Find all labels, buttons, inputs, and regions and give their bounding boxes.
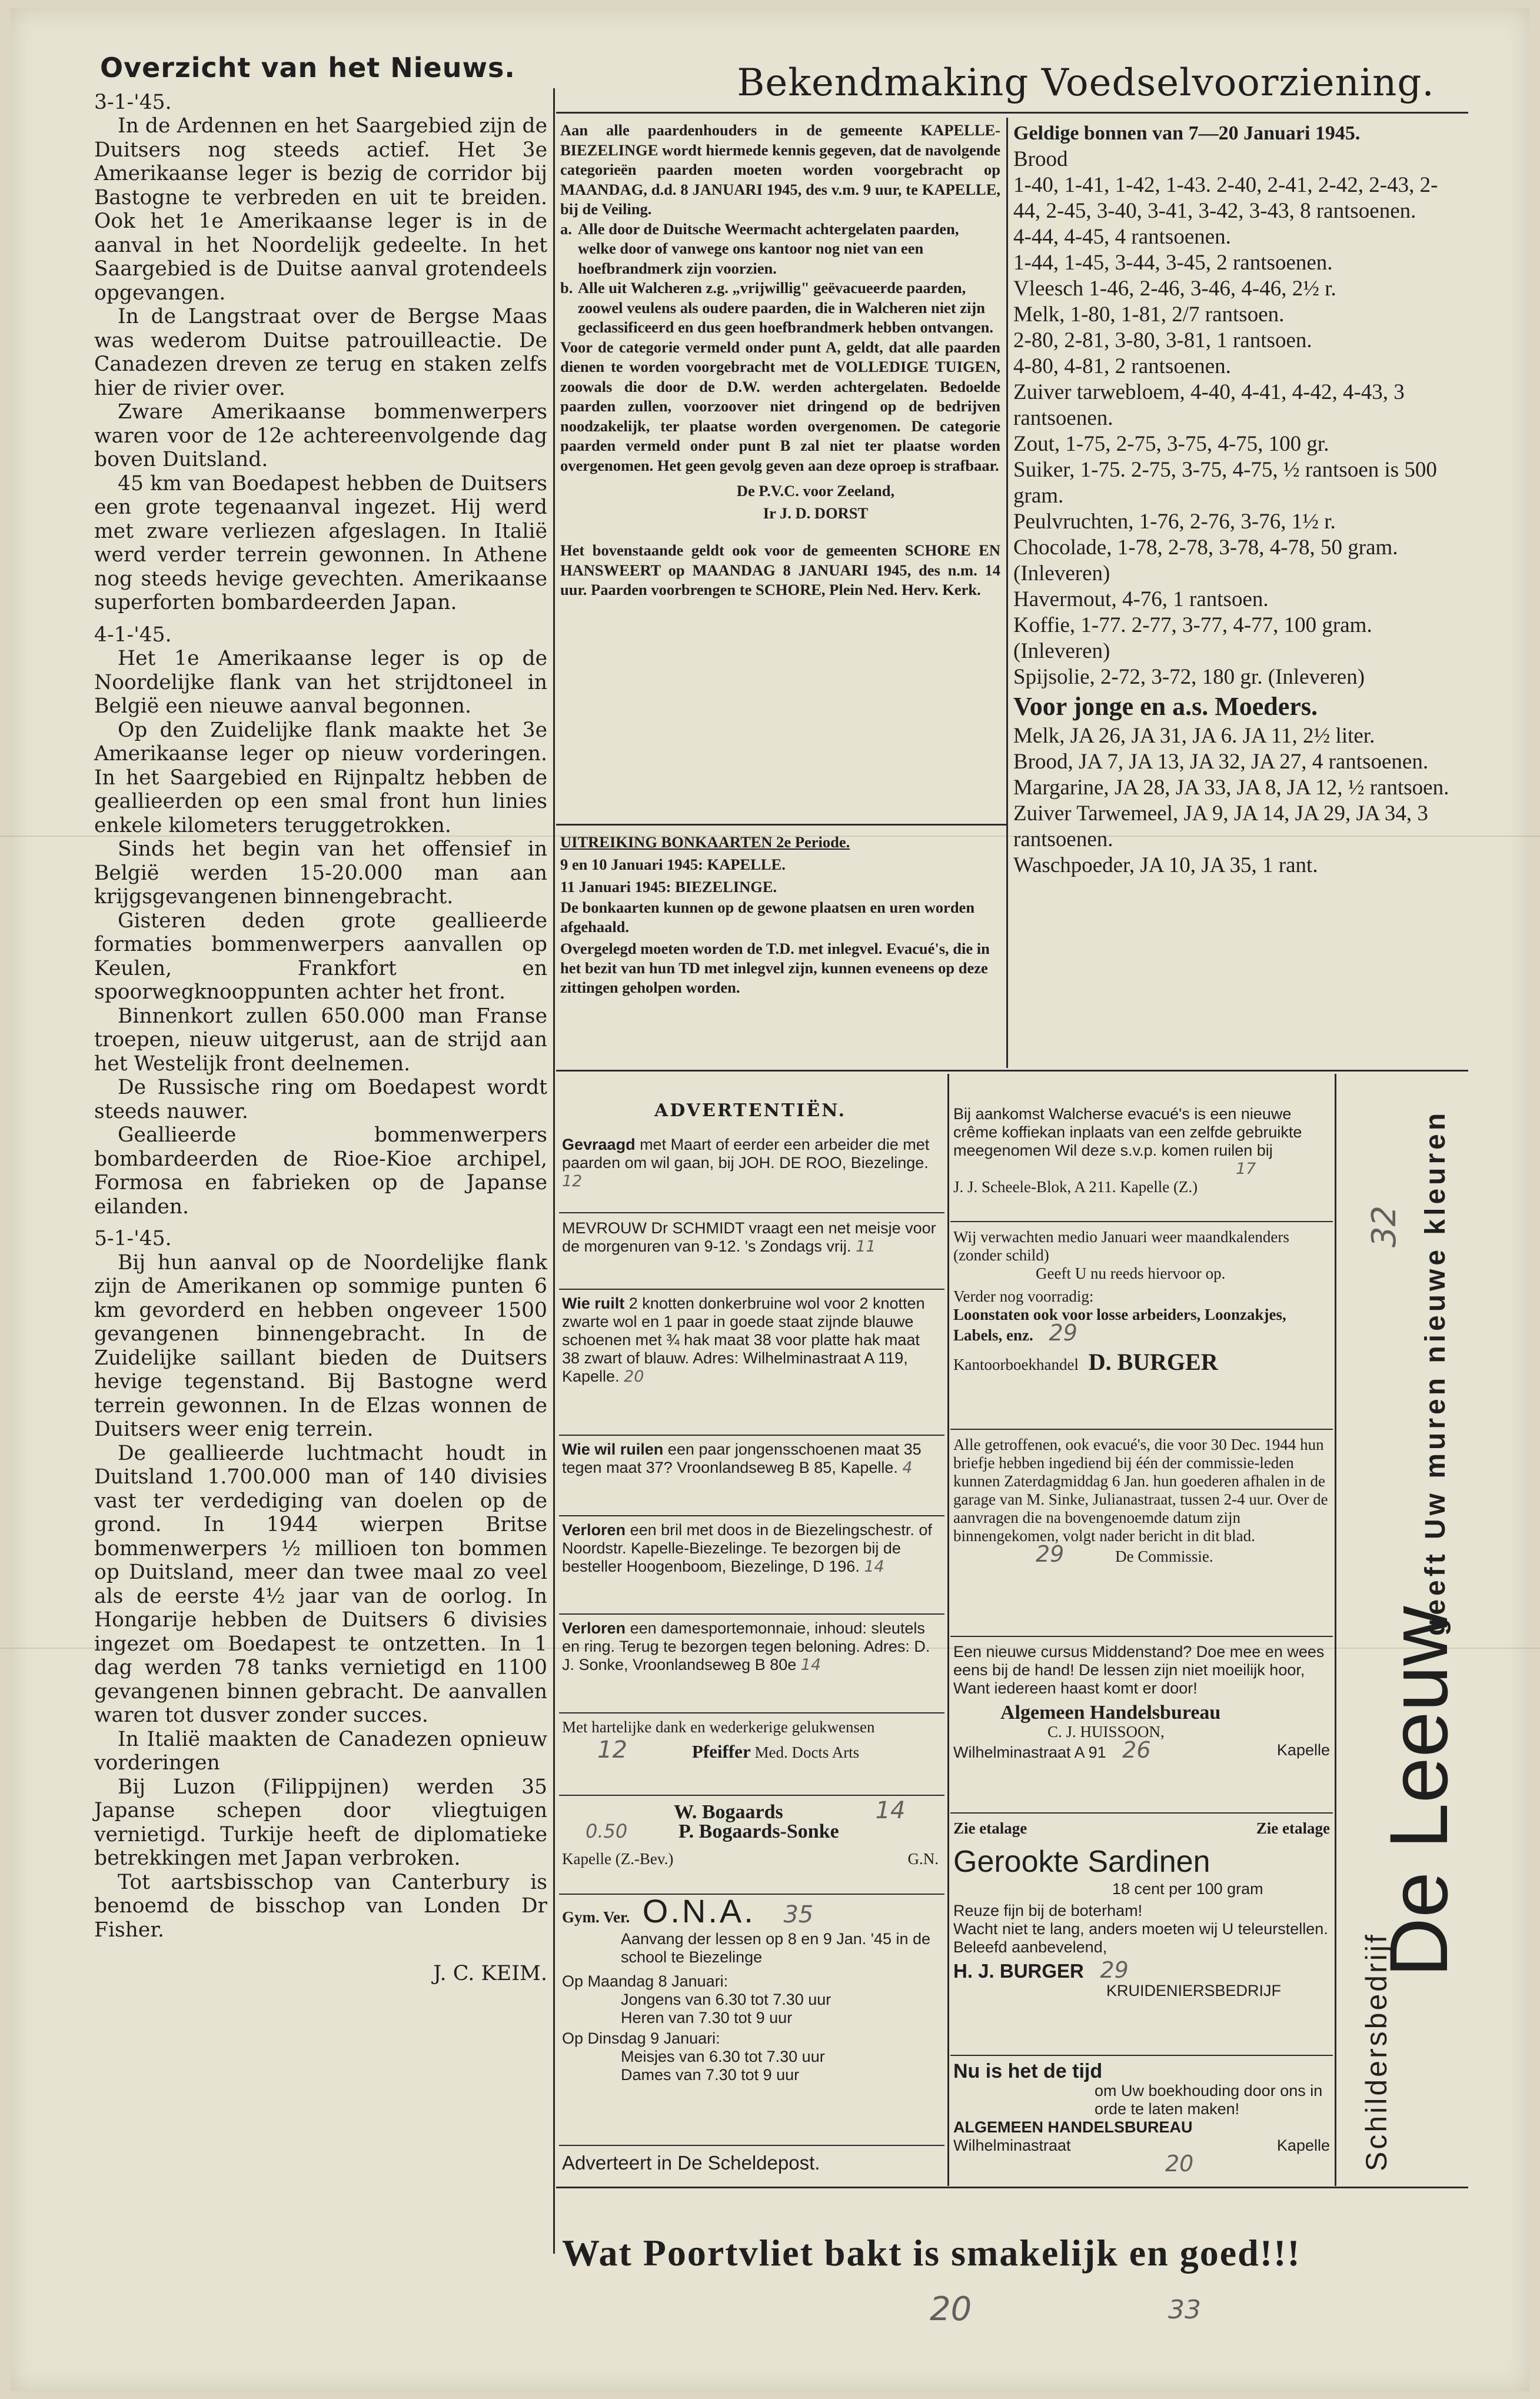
valid-coupons-list	[1013, 121, 1461, 879]
ad-boekhouding: Nu is het de tijd om Uw boekhouding door ons in orde te laten maken! ALGEMEEN HANDELSBUREAU Wilhelminastraat Kapelle 20	[953, 2060, 1330, 2177]
news-paragraph: Bij Luzon (Filippijnen) werden 35 Japanse schepen door vliegtuigen vernietigd. Turkije heeft de diplomatieke betrekkingen met Japan verbroken.	[94, 1775, 547, 1870]
coupon-line: Waschpoeder, JA 10, JA 35, 1 rant.	[1013, 853, 1318, 877]
ration-card-line: 11 Januari 1945: BIEZELINGE.	[560, 878, 777, 896]
news-paragraph: 45 km van Boedapest hebben de Duitsers een grote tegenaanval ingezet. Hij werd met zware verliezen afgeslagen. In Italië werd verder terrein gewonnen. In Athene nog steeds hevige gevechten. Amerikaanse superforten bombardeerden Japan.	[94, 471, 547, 614]
column-rule	[1006, 118, 1008, 1068]
horses-notice	[560, 121, 1000, 600]
coupon-line: Havermout, 4-76, 1 rantsoen.	[1013, 587, 1269, 611]
news-paragraph: Gisteren deden grote geallieerde formaties bommenwerpers aanvallen op Keulen, Frankfort en spoorwegknooppunten achter het front.	[94, 909, 547, 1004]
pencil-number: 32	[1365, 1205, 1403, 1247]
coupon-line: 2-80, 2-81, 3-80, 3-81, 1 rantsoen.	[1013, 328, 1312, 352]
news-paragraph: Op den Zuidelijke flank maakte het 3e Amerikaanse leger op nieuw vorderingen. In het Saargebied en Rijnpaltz hebben de geallieerden op een smal front hun linies enkele kilometers teruggetrokken.	[94, 718, 547, 837]
coupon-line: Peulvruchten, 1-76, 2-76, 3-76, 1½ r.	[1013, 510, 1336, 534]
ad-verloren-bril: Verloren een bril met doos in de Biezelingschestr. of Noordstr. Kapelle-Biezelinge. Te bezorgen bij de besteller Hoogenboom, Biezelinge, D 196. 14	[562, 1521, 932, 1576]
news-paragraph: Geallieerde bommenwerpers bombardeerden de Rioe-Kioe archipel, Formosa en fabrieken op de Japanse eilanden.	[94, 1123, 547, 1219]
ads-heading: ADVERTENTIËN.	[654, 1100, 847, 1121]
notice-signature-org: De P.V.C. voor Zeeland,	[736, 482, 895, 500]
coupon-line: Vleesch 1-46, 2-46, 3-46, 4-46, 2½ r.	[1013, 277, 1336, 301]
poortvliet-slogan: Wat Poortvliet bakt is smakelijk en goed!!!	[562, 2232, 1301, 2274]
coupons-heading: Geldige bonnen van 7—20 Januari 1945.	[1013, 122, 1361, 144]
notice-extra: Het bovenstaande geldt ook voor de gemeenten SCHORE EN HANSWEERT op MAANDAG 8 JANUARI 1945, des n.m. 14 uur. Paarden voorbrengen te SCHORE, Plein Ned. Herv. Kerk.	[560, 541, 1000, 598]
notice-body: Voor de categorie vermeld onder punt A, geldt, dat alle paarden dienen te worden voorgebracht met de VOLLEDIGE TUIGEN, zoowals die door de D.W. werden achtergelaten. Bedoelde paarden zullen, voorzoover niet dringend op de bedrijven noodzakelijk, ter plaatse worden overgenomen. De categorie paarden vermeld onder punt B zal niet ter plaatse worden overgenomen. Het geen gevolg geven aan deze oproep is strafbaar.	[560, 338, 1000, 474]
news-paragraph: Zware Amerikaanse bommenwerpers waren voor de 12e achtereenvolgende dag boven Duitsland.	[94, 400, 547, 471]
pencil-mark: 33	[1168, 2295, 1201, 2325]
ad-gym-ona: Gym. Ver. O.N.A. 35 Aanvang der lessen op 8 en 9 Jan. '45 in de school te Biezelinge Op Maandag 8 Januari: Jongens van 6.30 tot 7.30 uur Heren van 7.30 tot 9 uur Op Dinsdag 9 Januari: Meisjes van 6.30 tot 7.30 uur Dames van 7.30 tot 9 uur	[562, 1892, 931, 2084]
news-paragraph: In Italië maakten de Canadezen opnieuw vorderingen	[94, 1727, 547, 1775]
section-rule	[556, 1070, 1468, 1072]
news-heading: Overzicht van het Nieuws.	[100, 52, 515, 84]
ad-burger-kalenders: Wij verwachten medio Januari weer maandkalenders (zonder schild) Geeft U nu reeds hiervoor op. Verder nog voorradig: Loonstaten ook voor losse arbeiders, Loonzakjes, Labels, enz. 29 Kantoorboekhandel D. BURGER	[953, 1228, 1289, 1375]
news-paragraph: Binnenkort zullen 650.000 man Franse troepen, nieuw uitgerust, aan de strijd aan het Westelijk front deelnemen.	[94, 1004, 547, 1076]
news-overview-column	[94, 52, 547, 1986]
news-date: 5-1-'45.	[94, 1227, 172, 1250]
ad-pfeiffer: Met hartelijke dank en wederkerige gelukwensen 12 Pfeiffer Med. Docts Arts	[562, 1718, 875, 1764]
news-paragraph: Het 1e Amerikaanse leger is op de Noordelijke flank van het strijdtoneel in België een nieuwe aanval begonnen.	[94, 647, 547, 718]
news-paragraph: Bij hun aanval op de Noordelijke flank zijn de Amerikanen op sommige punten 6 km gevorderd en hebben ongeveer 1500 gevangenen binnengebracht. In de Zuidelijke saillant bieden de Duitsers hevige tegenstand. Bij Bastogne werd terrein gewonnen. In de Elzas wonnen de Duitsers weer enig terrein.	[94, 1250, 547, 1441]
coupon-line: 1-44, 1-45, 3-44, 3-45, 2 rantsoenen.	[1013, 251, 1333, 275]
news-paragraph: Tot aartsbisschop van Canterbury is benoemd de bisschop van Londen Dr Fisher.	[94, 1870, 547, 1942]
news-date: 4-1-'45.	[94, 623, 172, 647]
column-rule	[947, 1074, 949, 2186]
coupon-line: Chocolade, 1-78, 2-78, 3-78, 4-78, 50 gram. (Inleveren)	[1013, 535, 1398, 585]
ad-wie-ruilt: Wie ruilt 2 knotten donkerbruine wol voor 2 knotten zwarte wol en 1 paar in goede staat zijnde blauwe schoenen met ¾ hak maat 38 voor platte hak maat 38 zwart of blauw. Adres: Wilhelminastraat A 119, Kapelle. 20	[562, 1295, 925, 1386]
ration-card-title: UITREIKING BONKAARTEN 2e Periode.	[560, 833, 850, 851]
coupon-line: 4-80, 4-81, 2 rantsoenen.	[1013, 354, 1231, 378]
news-paragraph: In de Langstraat over de Bergse Maas was wederom Duitse patrouilleactie. De Canadezen dreven ze terug en staken zelfs hier de rivier over.	[94, 305, 547, 400]
ration-card-line: 9 en 10 Januari 1945: KAPELLE.	[560, 856, 786, 873]
ad-gerookte-sardinen: Zie etalage Zie etalage Gerookte Sardinen 18 cent per 100 gram Reuze fijn bij de boterham! Wacht niet te lang, anders moeten wij U teleurstellen. Beleefd aanbevelend, H. J. BURGER 29 KRUIDENIERSBEDRIJF	[953, 1819, 1330, 1999]
ad-verloren-portemonnaie: Verloren een damesportemonnaie, inhoud: sleutels en ring. Terug te bezorgen tegen beloning. Adres: D. J. Sonke, Vroonlandseweg B 80e 14	[562, 1619, 930, 1674]
coupon-line: Koffie, 1-77. 2-77, 3-77, 4-77, 100 gram. (Inleveren)	[1013, 613, 1372, 663]
news-paragraph: In de Ardennen en het Saargebied zijn de Duitsers nog steeds actief. Het 3e Amerikaanse leger is bezig de corridor bij Bastogne te verbreden en uit te breiden. Ook het 1e Amerikaanse leger is in de aanval in het Noordelijk gedeelte. In het Saargebied is de Duitse aanval grotendeels opgevangen.	[94, 114, 547, 305]
notice-signature-name: Ir J. D. DORST	[763, 504, 869, 522]
coupon-line: Suiker, 1-75. 2-75, 3-75, 4-75, ½ rantsoen is 500 gram.	[1013, 458, 1437, 508]
ad-gevraagd: Gevraagd met Maart of eerder een arbeider die met paarden om wil gaan, bij JOH. DE ROO, Biezelinge. 12	[562, 1136, 930, 1190]
ad-adverteert: Adverteert in De Scheldepost.	[562, 2152, 820, 2174]
pencil-mark: 20	[930, 2290, 972, 2328]
ration-card-line: Overgelegd moeten worden de T.D. met inlegvel. Evacué's, die in het bezit van hun TD met inlegvel zijn, kunnen eveneens op deze zittingen geholpen worden.	[560, 940, 990, 996]
column-rule	[1335, 1074, 1336, 2186]
ration-card-line: De bonkaarten kunnen op de gewone plaatsen en uren worden afgehaald.	[560, 899, 975, 936]
news-paragraph: Sinds het begin van het offensief in België werden 15-20.000 man aan krijgsgevangenen binnengebracht.	[94, 837, 547, 909]
header-rule	[556, 112, 1468, 114]
mothers-heading: Voor jonge en a.s. Moeders.	[1013, 692, 1318, 721]
coupon-line: Brood	[1013, 147, 1068, 171]
de-leeuw-subtitle: Schildersbedrijf	[1360, 1932, 1393, 2171]
news-paragraph: De Russische ring om Boedapest wordt steeds nauwer.	[94, 1076, 547, 1123]
notice-item: b. Alle uit Walcheren z.g. „vrijwillig" geëvacueerde paarden, zoowel veulens als oudere paarden, die in Walcheren niet zijn geclassificeerd en dus geen hoefbrandmerk hebben ontvangen.	[560, 279, 993, 336]
ad-bogaards: W. Bogaards 14 0.50 P. Bogaards-Sonke Kapelle (Z.-Bev.) G.N.	[562, 1797, 939, 1868]
section-rule	[556, 2187, 1468, 2188]
ration-card-notice	[560, 831, 1000, 997]
coupon-line: Melk, 1-80, 1-81, 2/7 rantsoen.	[1013, 302, 1285, 327]
ad-cursus-middenstand: Een nieuwe cursus Middenstand? Doe mee en wees eens bij de hand! De lessen zijn niet moeilijk hoor, Want iedereen haast komt er door! Algemeen Handelsbureau C. J. HUISSOON, Wilhelminastraat A 91 26 Kapelle	[953, 1643, 1330, 1763]
coupon-line: Brood, JA 7, JA 13, JA 32, JA 27, 4 rantsoenen.	[1013, 750, 1429, 774]
coupon-line: Melk, JA 26, JA 31, JA 6. JA 11, 2½ liter.	[1013, 724, 1375, 748]
coupon-line: Zuiver tarwebloem, 4-40, 4-41, 4-42, 4-43, 3 rantsoenen.	[1013, 380, 1405, 430]
ad-de-leeuw	[1348, 1100, 1465, 2177]
ad-schmidt: MEVROUW Dr SCHMIDT vraagt een net meisje voor de morgenuren van 9-12. 's Zondags vrij. 11	[562, 1219, 936, 1256]
coupon-line: Zuiver Tarwemeel, JA 9, JA 14, JA 29, JA 34, 3 rantsoenen.	[1013, 801, 1428, 851]
news-signature: J. C. KEIM.	[433, 1962, 547, 1985]
coupon-line: 1-40, 1-41, 1-42, 1-43. 2-40, 2-41, 2-42, 2-43, 2-44, 2-45, 3-40, 3-41, 3-42, 3-43, 8 rantsoenen.	[1013, 173, 1438, 223]
coupon-line: Margarine, JA 28, JA 33, JA 8, JA 12, ½ rantsoen.	[1013, 776, 1449, 800]
ad-koffiekan: Bij aankomst Walcherse evacué's is een nieuwe crême koffiekan inplaats van een zelfde gebruikte meegenomen Wil deze s.v.p. komen ruilen bij 17 J. J. Scheele-Blok, A 211. Kapelle (Z.)	[953, 1105, 1302, 1196]
coupon-line: 4-44, 4-45, 4 rantsoenen.	[1013, 225, 1231, 249]
ad-commissie: Alle getroffenen, ook evacué's, die voor 30 Dec. 1944 hun briefje hebben ingediend bij één der commissie-leden kunnen Zaterdagmiddag 6 Jan. hun goederen afhalen in de garage van M. Sinke, Julianastraat, tussen 2-4 uur. Over de aanvragen die na bovengenoemde datum zijn binnengekomen, volgt nader bericht in dit blad. 29 De Commissie.	[953, 1436, 1328, 1567]
news-paragraph: De geallieerde luchtmacht houdt in Duitsland 1.700.000 man of 140 divisies vast ter verdediging van doelen op de grond. In 1944 wierpen Britse bommenwerpers ½ millioen ton bommen op Duitsland, meer dan twee maal zo veel als de eerste 4½ jaar van de oorlog. In Hongarije hebben de Duitsers 6 divisies ingezet om Boedapest te ontzetten. In 1 dag werden 78 tanks vernietigd en 1100 gevangenen binnen gebracht. De aanvallen waren tot dusver zonder succes.	[94, 1441, 547, 1727]
de-leeuw-name: De Leeuw	[1372, 1606, 1465, 1977]
news-date: 3-1-'45.	[94, 90, 172, 114]
page-title: Bekendmaking Voedselvoorziening.	[737, 61, 1435, 105]
column-rule	[553, 88, 555, 2254]
section-rule	[556, 824, 1006, 826]
coupon-line: Zout, 1-75, 2-75, 3-75, 4-75, 100 gr.	[1013, 432, 1329, 456]
de-leeuw-slogan: geeft Uw muren nieuwe kleuren	[1420, 1109, 1451, 1636]
notice-item: a. Alle door de Duitsche Weermacht achtergelaten paarden, welke door of vanwege ons kantoor nog niet van een hoefbrandmerk zijn voorzien.	[560, 219, 959, 277]
ad-wie-wil-ruilen: Wie wil ruilen een paar jongensschoenen maat 35 tegen maat 37? Vroonlandseweg B 85, Kapelle. 4	[562, 1440, 922, 1477]
notice-intro: Aan alle paardenhouders in de gemeente KAPELLE-BIEZELINGE wordt hiermede kennis gegeven, dat de navolgende categorieën paarden moeten worden voorgebracht op MAANDAG, d.d. 8 JANUARI 1945, des v.m. 9 uur, te KAPELLE, bij de Veiling.	[560, 121, 1000, 218]
coupon-line: Spijsolie, 2-72, 3-72, 180 gr. (Inleveren)	[1013, 665, 1365, 689]
